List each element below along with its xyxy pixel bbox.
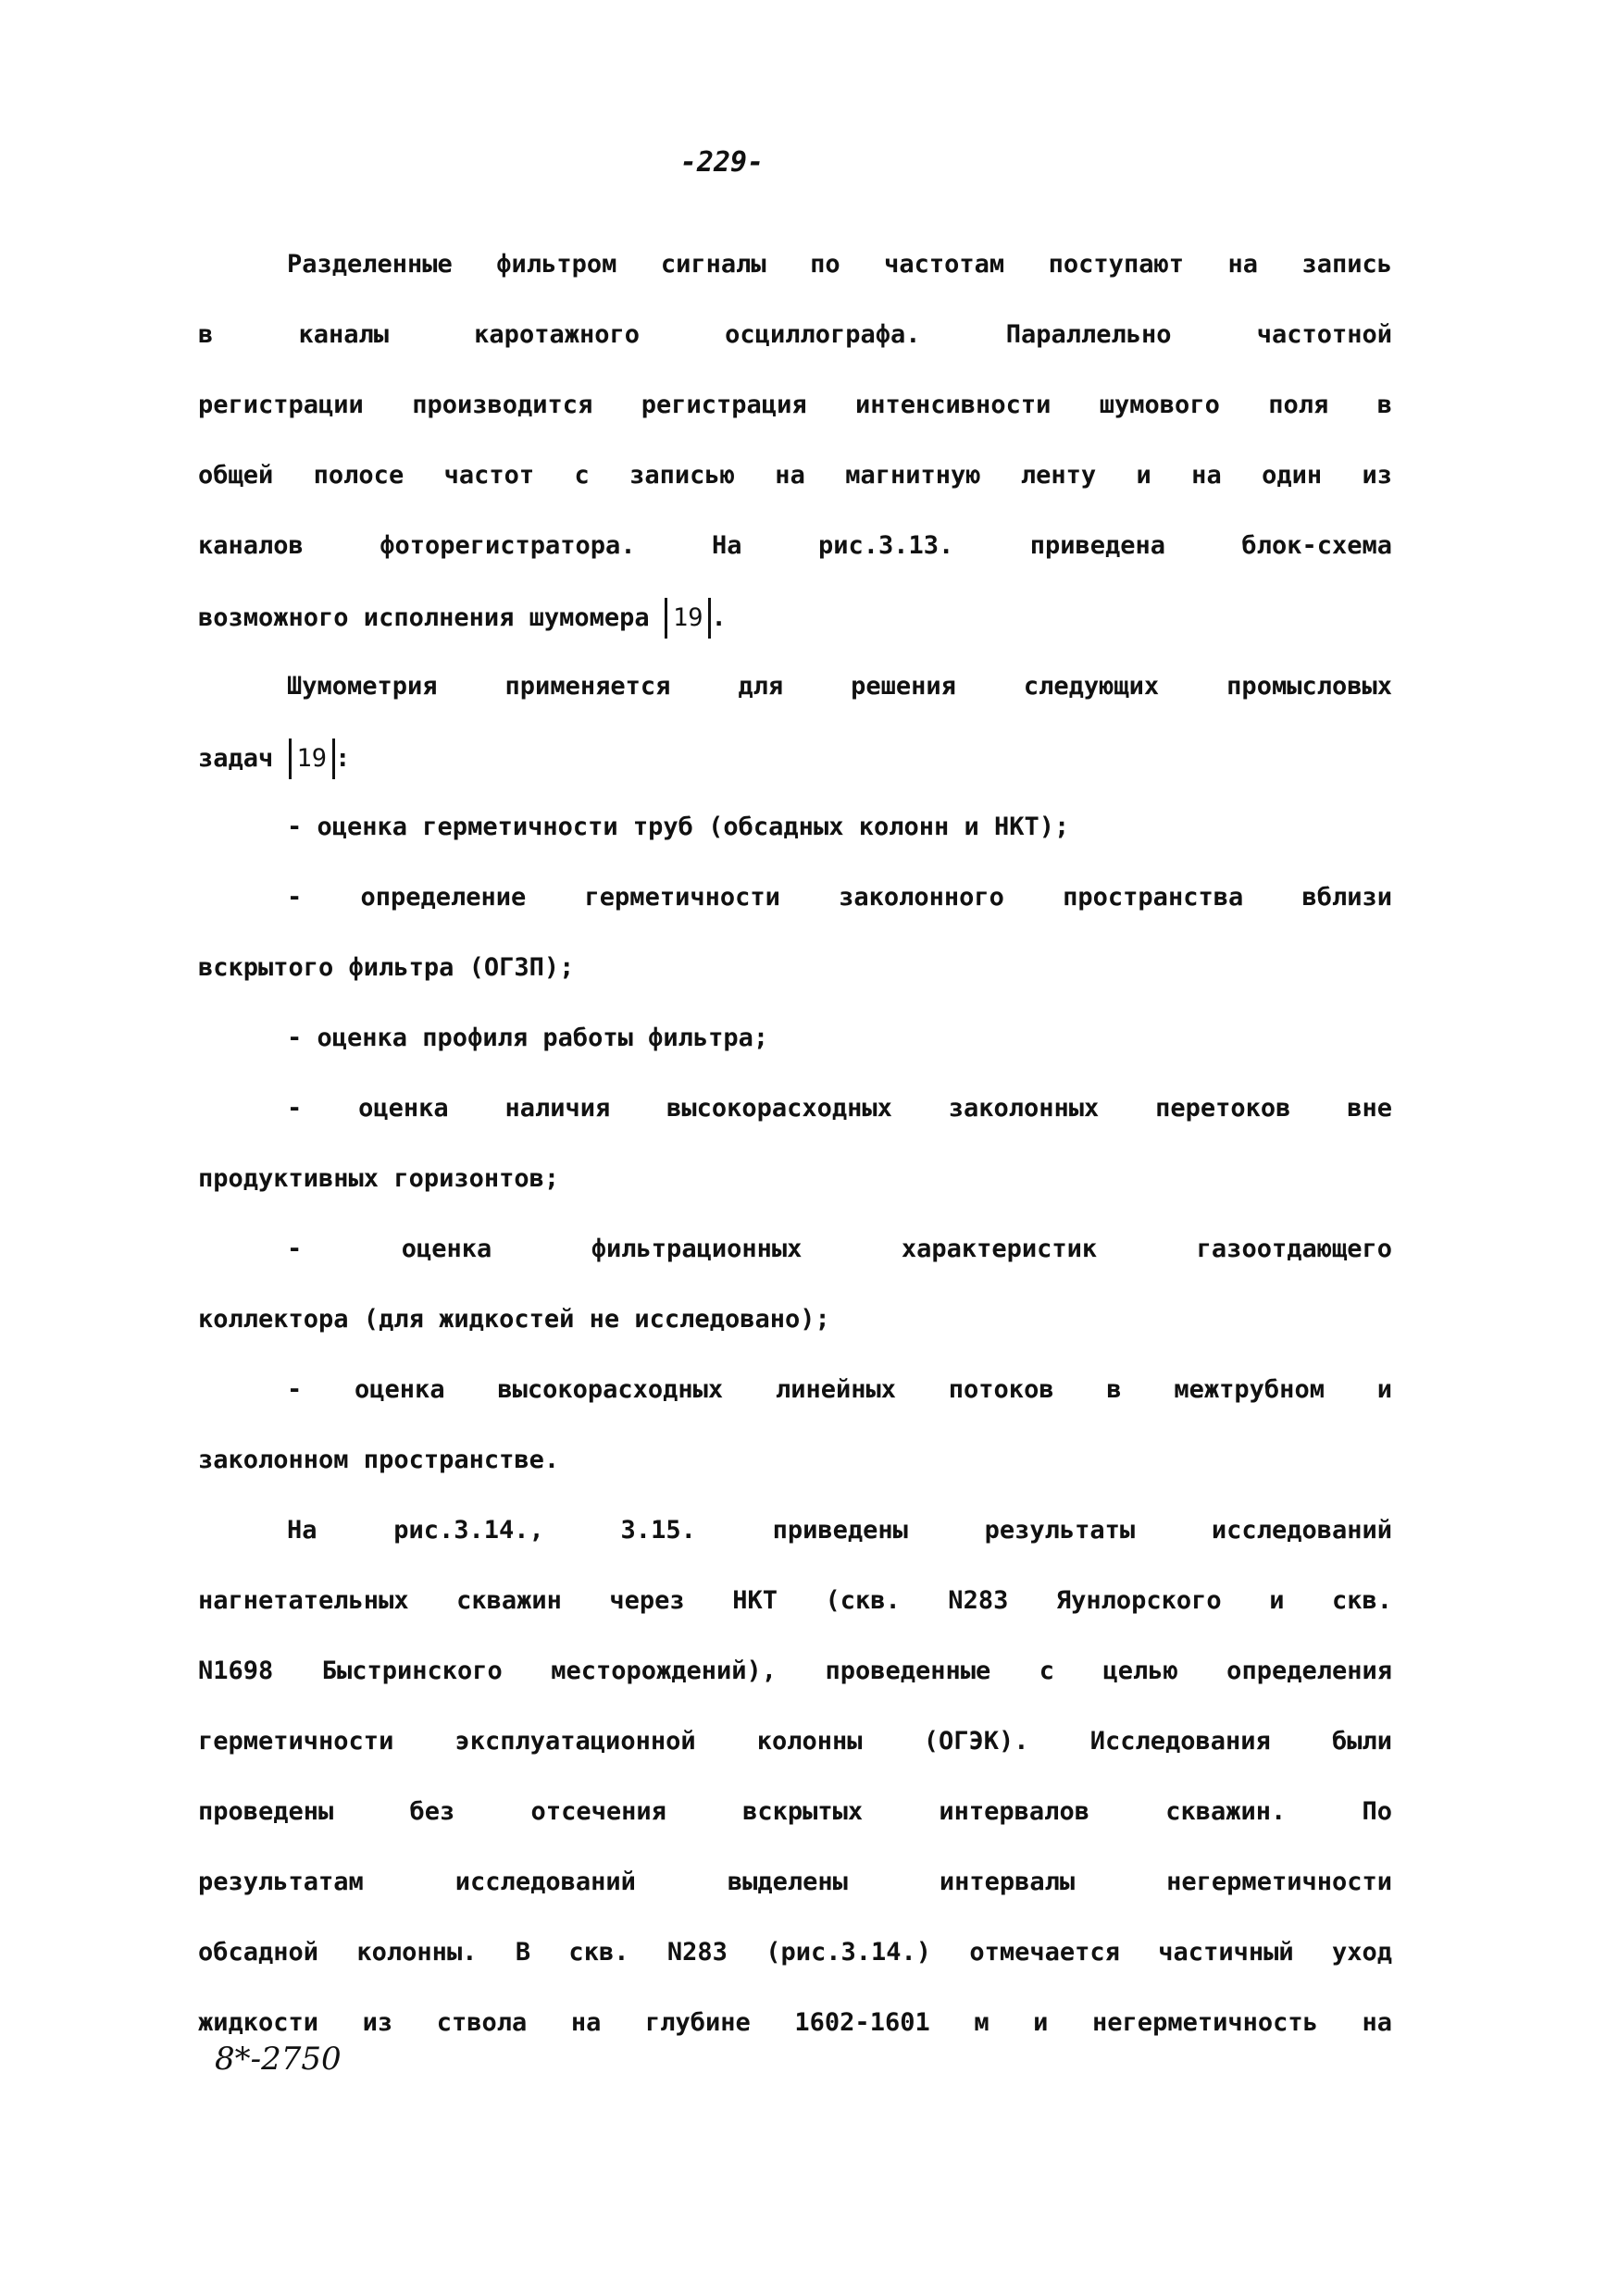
text-line: в каналы каротажного осциллографа. Параллельно частотной xyxy=(198,320,1392,349)
text-line: общей полосе частот с записью на магнитную ленту и на один из xyxy=(198,461,1392,490)
text-line: коллектора (для жидкостей не исследовано); xyxy=(198,1305,830,1334)
text-line: продуктивных горизонтов; xyxy=(198,1164,560,1193)
text-line-with-citation xyxy=(198,598,1392,639)
text-line: Разделенные фильтром сигналы по частотам поступают на запись xyxy=(287,250,1392,279)
text-line: жидкости из ствола на глубине 1602-1601 м и негерметичность на xyxy=(198,2008,1392,2037)
citation-bracket: 19 xyxy=(289,738,336,779)
punctuation: . xyxy=(711,603,727,632)
citation-bracket: 19 xyxy=(665,598,712,639)
list-item: - определение герметичности заколонного пространства вблизи xyxy=(287,883,1392,912)
text-line: каналов фоторегистратора. На рис.3.13. приведена блок-схема xyxy=(198,531,1392,560)
handwritten-note: 8*-2750 xyxy=(215,2041,342,2078)
text-line: результатам исследований выделены интервалы негерметичности xyxy=(198,1868,1392,1896)
text-line: вскрытого фильтра (ОГЗП); xyxy=(198,953,575,982)
text-line: На рис.3.14., 3.15. приведены результаты исследований xyxy=(287,1516,1392,1545)
text-fragment: задач xyxy=(198,744,274,773)
page-number: -229- xyxy=(679,146,765,179)
text-fragment: возможного исполнения шумомера xyxy=(198,603,650,632)
text-line: регистрации производится регистрация интенсивности шумового поля в xyxy=(198,391,1392,419)
text-line: обсадной колонны. В скв. N283 (рис.3.14.) отмечается частичный уход xyxy=(198,1938,1392,1967)
list-item: - оценка фильтрационных характеристик газоотдающего xyxy=(287,1235,1392,1263)
text-line-with-citation xyxy=(198,738,1392,779)
text-line: заколонном пространстве. xyxy=(198,1446,560,1474)
punctuation: : xyxy=(335,744,351,773)
list-item: - оценка наличия высокорасходных заколонных перетоков вне xyxy=(287,1094,1392,1123)
text-line: Шумометрия применяется для решения следующих промысловых xyxy=(287,672,1392,701)
list-item: - оценка высокорасходных линейных потоков в межтрубном и xyxy=(287,1375,1392,1404)
list-item: - оценка герметичности труб (обсадных колонн и НКТ); xyxy=(287,813,1070,841)
text-line: нагнетательных скважин через НКТ (скв. N283 Яунлорского и скв. xyxy=(198,1586,1392,1615)
text-line: герметичности эксплуатационной колонны (ОГЭК). Исследования были xyxy=(198,1727,1392,1756)
text-line: N1698 Быстринского месторождений), проведенные с целью определения xyxy=(198,1657,1392,1685)
text-line: проведены без отсечения вскрытых интервалов скважин. По xyxy=(198,1797,1392,1826)
list-item: - оценка профиля работы фильтра; xyxy=(287,1024,769,1052)
